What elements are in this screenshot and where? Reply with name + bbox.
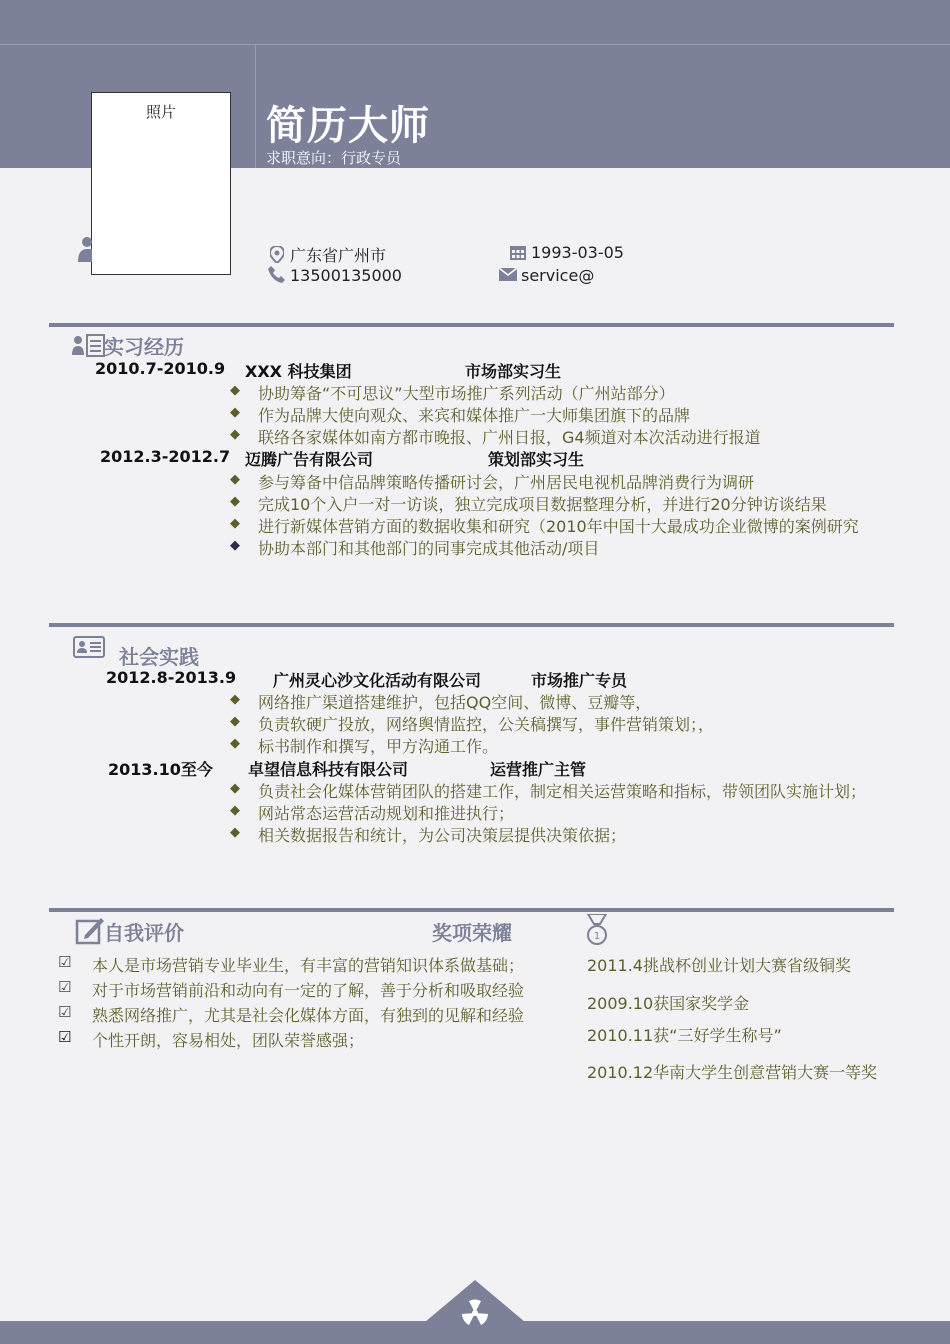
- email-text: service@: [521, 266, 595, 285]
- person-list-icon: [72, 334, 106, 358]
- internship-bullet-list: [230, 470, 859, 558]
- self-eval-title: 自我评价: [104, 921, 184, 945]
- radiation-emblem-icon: [459, 1297, 491, 1329]
- practice-role: 市场推广专员: [531, 671, 628, 690]
- diamond-bullet-icon: ◆: [230, 427, 240, 442]
- practice-date: 2013.10至今: [108, 760, 213, 779]
- list-item: ◆ 标书制作和撰写，甲方沟通工作。: [230, 736, 499, 756]
- practice-bullet-list: [230, 690, 714, 756]
- edit-pencil-icon: [75, 915, 105, 945]
- self-eval-list: [58, 953, 524, 1053]
- medal-icon: [585, 914, 609, 946]
- list-item: ◆ 参与筹备中信品牌策略传播研讨会，广州居民电视机品牌消费行为调研: [230, 472, 755, 492]
- location-text: 广东省广州市: [290, 246, 387, 265]
- practice-company: 广州灵心沙文化活动有限公司: [273, 671, 482, 690]
- diamond-bullet-icon: ◆: [230, 825, 240, 840]
- list-item: ◆ 相关数据报告和统计，为公司决策层提供决策依据；: [230, 825, 627, 845]
- diamond-bullet-icon: ◆: [230, 472, 240, 487]
- list-item: ◆ 网站常态运营活动规划和推进执行；: [230, 803, 515, 823]
- internship-role: 策划部实习生: [488, 450, 585, 469]
- id-card-icon: [73, 636, 105, 658]
- checkbox-checked-icon: ☑: [58, 978, 72, 996]
- practice-title: 社会实践: [119, 645, 199, 669]
- list-item: ◆ 进行新媒体营销方面的数据收集和研究（2010年中国十大最成功企业微博的案例研究: [230, 516, 859, 536]
- list-item: ◆ 负责软硬广投放，网络舆情监控，公关稿撰写，事件营销策划；，: [230, 714, 715, 734]
- svg-text:1: 1: [593, 931, 601, 942]
- header-divider: [0, 44, 950, 45]
- candidate-name: 简历大师: [266, 103, 430, 149]
- checkbox-checked-icon: ☑: [58, 1028, 72, 1046]
- list-item: ◆ 协助本部门和其他部门的同事完成其他活动/项目: [230, 538, 600, 558]
- diamond-bullet-icon: ◆: [230, 803, 240, 818]
- photo-placeholder[interactable]: [91, 92, 231, 275]
- practice-date: 2012.8-2013.9: [106, 668, 237, 687]
- practice-role: 运营推广主管: [490, 760, 587, 779]
- award-item: 2009.10获国家奖学金: [587, 994, 750, 1013]
- diamond-bullet-icon: ◆: [230, 538, 240, 553]
- award-item: 2010.12华南大学生创意营销大赛一等奖: [587, 1063, 878, 1082]
- internship-bullet-list: [230, 381, 761, 447]
- birthdate-row: [510, 243, 624, 262]
- diamond-bullet-icon: ◆: [230, 714, 240, 729]
- internship-title: 实习经历: [104, 335, 184, 359]
- birthdate-text: 1993-03-05: [531, 243, 624, 262]
- award-item: 2011.4挑战杯创业计划大赛省级铜奖: [587, 956, 851, 975]
- diamond-bullet-icon: ◆: [230, 516, 240, 531]
- internship-company: 迈腾广告有限公司: [245, 450, 374, 469]
- internship-section-divider: [49, 323, 894, 327]
- location-pin-icon: [270, 246, 284, 263]
- list-item: ◆ 完成10个入户一对一访谈，独立完成项目数据整理分析，并进行20分钟访谈结果: [230, 494, 827, 514]
- list-item: ☑ 熟悉网络推广，尤其是社会化媒体方面，有独到的见解和经验: [58, 1003, 524, 1028]
- practice-bullet-list: [230, 779, 866, 845]
- list-item: ☑ 个性开朗，容易相处，团队荣誉感强；: [58, 1028, 524, 1053]
- phone-icon: [268, 266, 285, 283]
- diamond-bullet-icon: ◆: [230, 494, 240, 509]
- list-item: ◆ 负责社会化媒体营销团队的搭建工作，制定相关运营策略和指标，带领团队实施计划；: [230, 781, 867, 801]
- list-item: ◆ 联络各家媒体如南方都市晚报、广州日报，G4频道对本次活动进行报道: [230, 427, 761, 447]
- checkbox-checked-icon: ☑: [58, 953, 72, 971]
- envelope-icon: [499, 268, 517, 281]
- header-vertical-divider: [255, 44, 256, 168]
- diamond-bullet-icon: ◆: [230, 405, 240, 420]
- diamond-bullet-icon: ◆: [230, 736, 240, 751]
- job-intent: 求职意向：行政专员: [266, 149, 402, 167]
- phone-row: [268, 266, 402, 285]
- internship-date: 2012.3-2012.7: [100, 447, 231, 466]
- award-item: 2010.11获“三好学生称号”: [587, 1026, 782, 1045]
- list-item: ◆ 作为品牌大使向观众、来宾和媒体推广一大师集团旗下的品牌: [230, 405, 691, 425]
- practice-company: 卓望信息科技有限公司: [248, 760, 409, 779]
- list-item: ☑ 本人是市场营销专业毕业生，有丰富的营销知识体系做基础；: [58, 953, 524, 978]
- diamond-bullet-icon: ◆: [230, 692, 240, 707]
- diamond-bullet-icon: ◆: [230, 383, 240, 398]
- list-item: ☑ 对于市场营销前沿和动向有一定的了解，善于分析和吸取经验: [58, 978, 524, 1003]
- awards-title: 奖项荣耀: [432, 921, 512, 945]
- list-item: ◆ 协助筹备“不可思议”大型市场推广系列活动（广州站部分）: [230, 383, 675, 403]
- internship-role: 市场部实习生: [465, 362, 562, 381]
- person-icon: [78, 236, 92, 262]
- email-row: [499, 266, 594, 285]
- internship-company: XXX 科技集团: [245, 362, 352, 381]
- checkbox-checked-icon: ☑: [58, 1003, 72, 1021]
- evaluation-section-divider: [49, 908, 894, 912]
- phone-text: 13500135000: [290, 266, 402, 285]
- internship-date: 2010.7-2010.9: [95, 359, 226, 378]
- photo-label: 照片: [145, 103, 176, 121]
- location-row: [270, 243, 386, 266]
- practice-section-divider: [49, 623, 894, 627]
- calendar-icon: [510, 244, 526, 260]
- diamond-bullet-icon: ◆: [230, 781, 240, 796]
- list-item: ◆ 网络推广渠道搭建维护，包括QQ空间、微博、豆瓣等，: [230, 692, 652, 712]
